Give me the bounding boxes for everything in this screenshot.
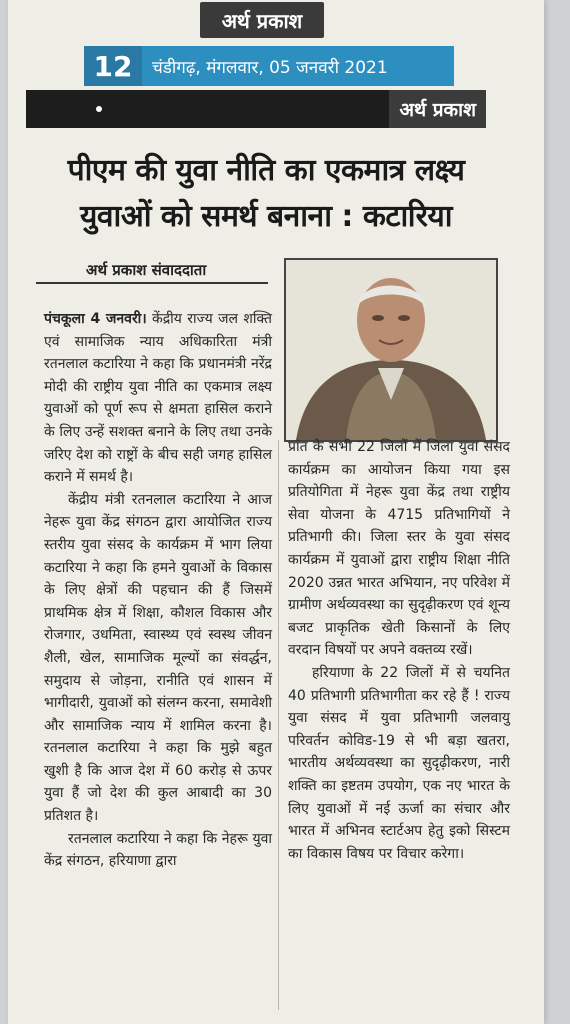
article-left-column: [44, 308, 272, 873]
article-paragraph: हरियाणा के 22 जिलों में से चयनित 40 प्रतिभागी प्रतिभागीता कर रहे हैं ! राज्य युवा संसद में युवा प्रतिभागी जलवायु परिवर्तन कोविड-19 से भी बड़ा खतरा, भारतीय अर्थव्यवस्था का सुदृढ़ीकरण, नारी शक्ति का इष्टतम उपयोग, एक नए भारत के लिए युवाओं में नई ऊर्जा का संचार और भारत में अभिनव स्टार्टअप हेतु इको सिस्टम का विकास विषय पर विचार करेगा।: [288, 664, 510, 862]
article-right-column: [288, 436, 510, 865]
dateline-bar: [84, 46, 454, 86]
article-paragraph: रतनलाल कटारिया ने कहा कि नेहरू युवा केंद्र संगठन, हरियाणा द्वारा: [44, 830, 272, 870]
masthead: अर्थ प्रकाश: [200, 2, 324, 38]
byline: अर्थ प्रकाश संवाददाता: [86, 261, 207, 279]
article-paragraph: पंचकूला 4 जनवरी। केंद्रीय राज्य जल शक्ति एवं सामाजिक न्याय अधिकारिता मंत्री रतनलाल कटारिया ने कहा कि प्रधानमंत्री नरेंद्र मोदी की राष्ट्रीय युवा नीति का एकमात्र लक्ष्य युवाओं को पूर्ण रूप से क्षमता हासिल कराने के लिए उन्हें सशक्त बनाने के लिए तथा उनके जरिए देश को राष्ट्रों के बीच सही जगह हासिल कराने में समर्थ है।: [44, 311, 272, 486]
page-number: 12: [84, 46, 142, 86]
headline: [36, 148, 496, 240]
headline-line-2: युवाओं को समर्थ बनाना : कटारिया: [79, 199, 453, 234]
column-divider: [278, 440, 279, 1010]
dateline-lead: पंचकूला 4 जनवरी।: [44, 311, 147, 327]
article-paragraph: प्रांत के सभी 22 जिलों में जिला युवा संसद कार्यक्रम का आयोजन किया गया इस प्रतियोगिता में नेहरू युवा केंद्र तथा राष्ट्रीय सेवा योजना के 4715 प्रतिभागियों ने प्रतिभागी की। जिला स्तर के युवा संसद कार्यक्रम में युवाओं द्वारा राष्ट्रीय शिक्षा नीति 2020 उन्नत भारत अभियान, नए परिवेश में ग्रामीण अर्थव्यवस्था का सुदृढ़ीकरण एवं शून्य बजट प्राकृतिक खेती किसानों के लिए वरदान विषयों पर अपने वक्तव्य रखें।: [288, 439, 510, 659]
bullet-dot: [96, 106, 102, 112]
headline-line-1: पीएम की युवा नीति का एकमात्र लक्ष्य: [67, 153, 465, 188]
section-bar: [26, 90, 486, 128]
section-label: अर्थ प्रकाश: [389, 90, 486, 128]
byline-rule: [36, 282, 268, 284]
portrait-photo: [284, 258, 498, 442]
newspaper-page: [8, 0, 544, 1024]
portrait-photo-icon: [286, 260, 496, 440]
dateline-text: चंडीगढ़, मंगलवार, 05 जनवरी 2021: [152, 57, 388, 78]
article-paragraph: केंद्रीय मंत्री रतनलाल कटारिया ने आज नेहरू युवा केंद्र संगठन द्वारा आयोजित राज्य स्तरीय युवा संसद के कार्यक्रम में भाग लिया कटारिया ने कहा कि हमने युवाओं के विकास के लिए क्षेत्रों की पहचान की हैं जिसमें प्राथमिक क्षेत्र में शिक्षा, कौशल विकास और रोजगार, उधमिता, स्वास्थ्य एवं स्वस्थ जीवन शैली, खेल, सामाजिक मूल्यों का संवर्द्धन, समुदाय से जोड़ना, रानीति एवं शासन में भागीदारी, युवाओं को संलग्न करना, समावेशी और सामाजिक न्याय में शामिल करना है। रतनलाल कटारिया ने कहा कि मुझे बहुत खुशी है कि आज देश में 60 करोड़ से ऊपर युवा हैं जो देश की कुल आबादी का 30 प्रतिशत है।: [44, 491, 272, 825]
